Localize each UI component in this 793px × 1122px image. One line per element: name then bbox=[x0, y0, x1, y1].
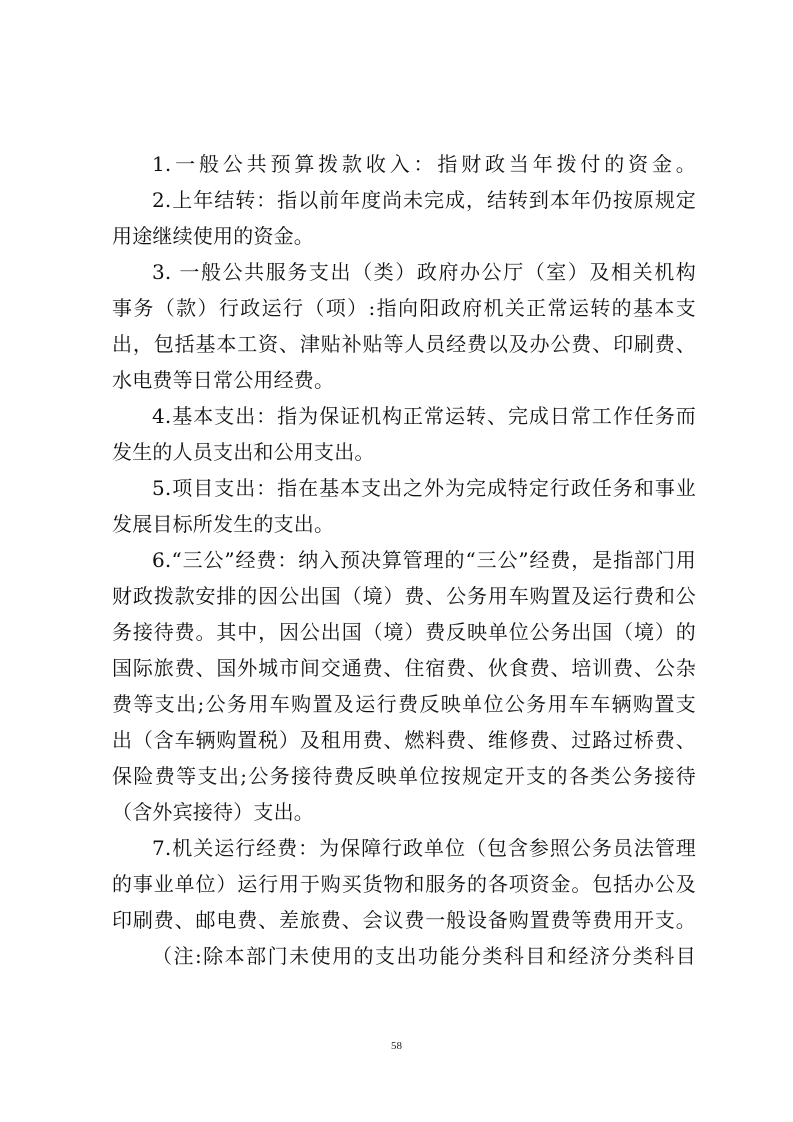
text-line: 5.项目支出：指在基本支出之外为完成特定行政任务和事业 bbox=[152, 476, 696, 500]
text-line: 用途继续使用的资金。 bbox=[112, 224, 314, 248]
paragraph-3 bbox=[112, 254, 696, 398]
text-line: 6.“三公”经费：纳入预决算管理的“三公”经费，是指部门用 bbox=[152, 548, 696, 572]
text-line: 3. 一般公共服务支出（类）政府办公厅（室）及相关机构 bbox=[152, 260, 696, 284]
text-line: 发展目标所发生的支出。 bbox=[112, 512, 335, 536]
text-line: 印刷费、邮电费、差旅费、会议费一般设备购置费等费用开支。 bbox=[112, 908, 696, 932]
text-line: 水电费等日常公用经费。 bbox=[112, 368, 335, 392]
paragraph-2 bbox=[112, 182, 696, 254]
paragraph-4 bbox=[112, 398, 696, 470]
text-line: 2.上年结转：指以前年度尚未完成，结转到本年仍按原规定 bbox=[152, 188, 696, 212]
text-line: （含外宾接待）支出。 bbox=[112, 800, 314, 824]
text-line: 财政拨款安排的因公出国（境）费、公务用车购置及运行费和公 bbox=[112, 584, 696, 608]
paragraph-6 bbox=[112, 542, 696, 830]
text-line: 的事业单位）运行用于购买货物和服务的各项资金。包括办公及 bbox=[112, 872, 696, 896]
text-line: 出，包括基本工资、津贴补贴等人员经费以及办公费、印刷费、 bbox=[112, 332, 696, 356]
paragraph-7 bbox=[112, 830, 696, 938]
page-number: 58 bbox=[391, 1040, 402, 1052]
text-line: 国际旅费、国外城市间交通费、住宿费、伙食费、培训费、公杂 bbox=[112, 656, 696, 680]
text-line: 1.一般公共预算拨款收入：指财政当年拨付的资金。 bbox=[152, 152, 696, 176]
document-body bbox=[112, 146, 696, 974]
text-line: 发生的人员支出和公用支出。 bbox=[112, 440, 375, 464]
paragraph-note bbox=[112, 938, 696, 974]
text-line: 费等支出;公务用车购置及运行费反映单位公务用车车辆购置支 bbox=[112, 692, 696, 716]
text-line: 7.机关运行经费：为保障行政单位（包含参照公务员法管理 bbox=[152, 836, 696, 860]
text-line: 务接待费。其中，因公出国（境）费反映单位公务出国（境）的 bbox=[112, 620, 696, 644]
text-line: （注:除本部门未使用的支出功能分类科目和经济分类科目 bbox=[152, 944, 696, 968]
text-line: 事务（款）行政运行（项）:指向阳政府机关正常运转的基本支 bbox=[112, 296, 696, 320]
paragraph-5 bbox=[112, 470, 696, 542]
text-line: 4.基本支出：指为保证机构正常运转、完成日常工作任务而 bbox=[152, 404, 696, 428]
paragraph-1 bbox=[112, 146, 696, 182]
text-line: 出（含车辆购置税）及租用费、燃料费、维修费、过路过桥费、 bbox=[112, 728, 696, 752]
text-line: 保险费等支出;公务接待费反映单位按规定开支的各类公务接待 bbox=[112, 764, 696, 788]
